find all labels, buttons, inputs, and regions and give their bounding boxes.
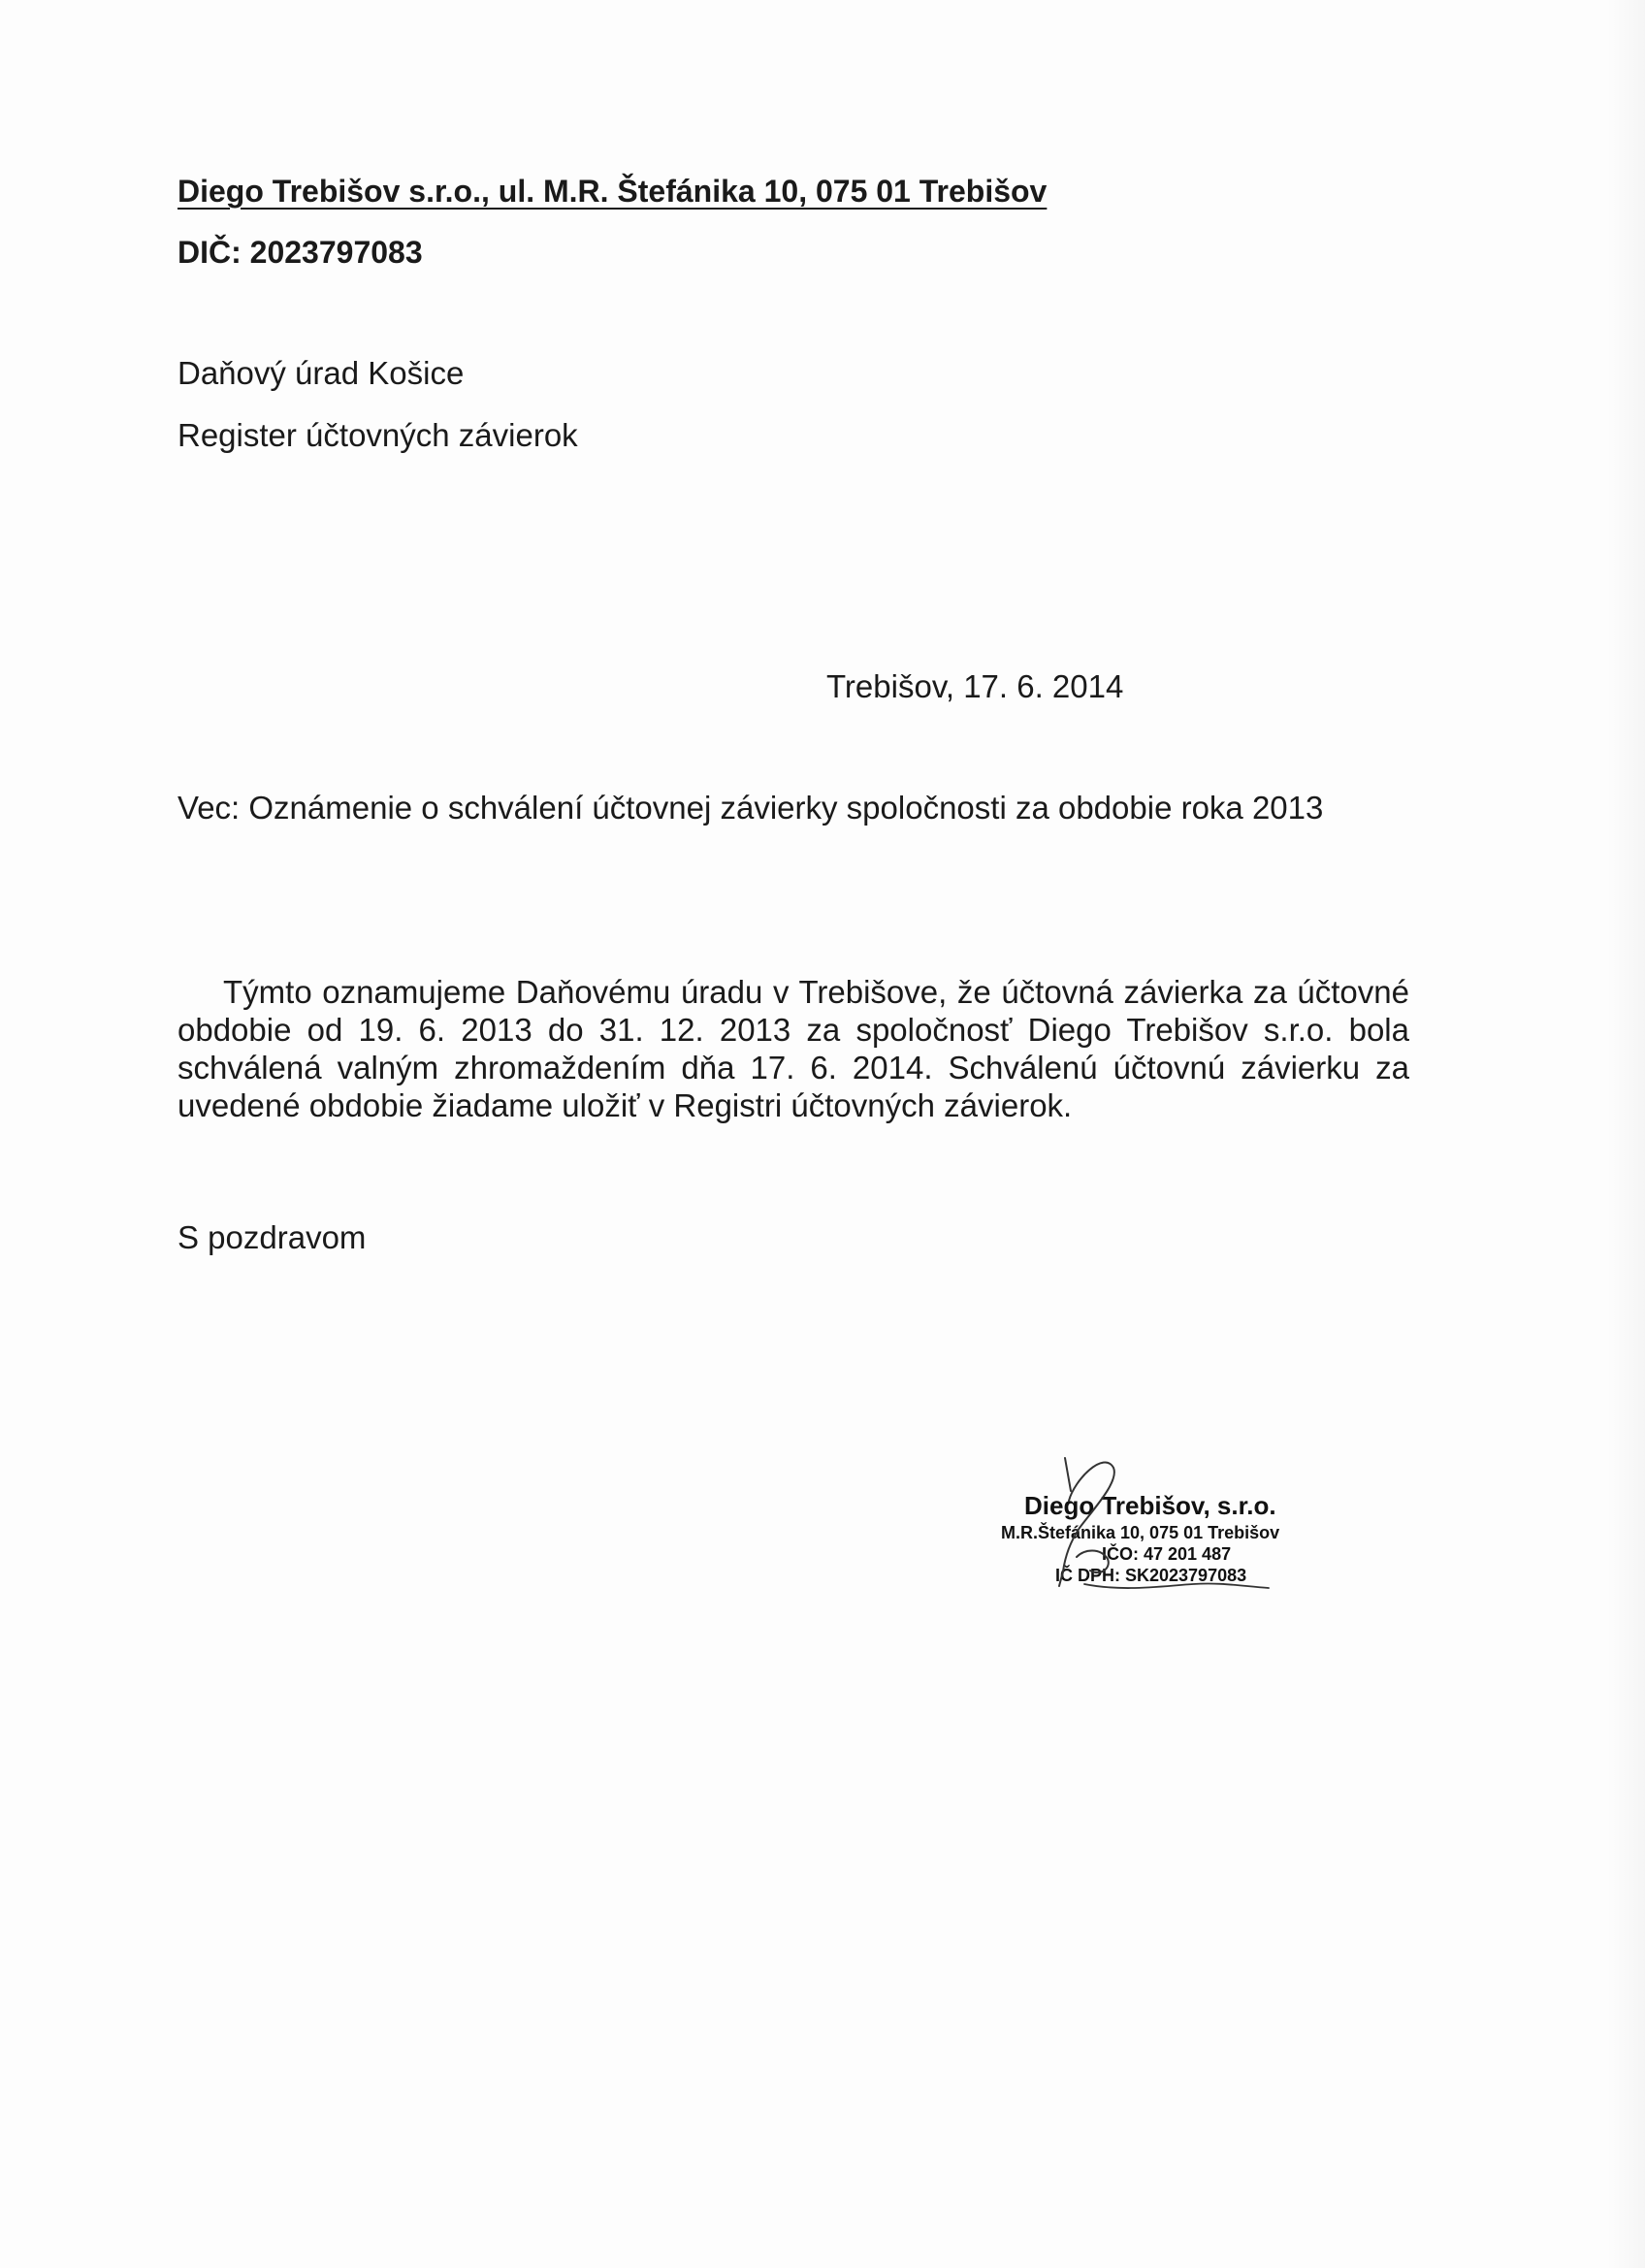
company-address-header: Diego Trebišov s.r.o., ul. M.R. Štefánika 10, 075 01 Trebišov (177, 174, 1048, 209)
stamp-icdph: IČ DPH: SK2023797083 (1055, 1566, 1247, 1585)
stamp-ico: IČO: 47 201 487 (1102, 1544, 1232, 1564)
recipient-department: Register účtovných závierok (177, 417, 578, 453)
scan-edge-shadow (1606, 0, 1645, 2268)
body-paragraph: Týmto oznamujeme Daňovému úradu v Trebišove, že účtovná závierka za účtovné obdobie od 19. 6. 2013 do 31. 12. 2013 za spoločnosť Diego Trebišov s.r.o. bola schválená valným zhromaždením dňa 17. 6. 2014. Schválenú účtovnú závierku za uvedené obdobie žiadame uložiť v Registri účtovných závierok. (177, 974, 1409, 1123)
closing-greeting: S pozdravom (177, 1219, 367, 1255)
stamp-address: M.R.Štefánika 10, 075 01 Trebišov (1001, 1523, 1280, 1542)
place-date: Trebišov, 17. 6. 2014 (826, 668, 1124, 704)
company-stamp (987, 1450, 1375, 1605)
subject-line: Vec: Oznámenie o schválení účtovnej závierky spoločnosti za obdobie roka 2013 (177, 790, 1324, 826)
recipient-office: Daňový úrad Košice (177, 355, 465, 391)
stamp-company-name: Diego Trebišov, s.r.o. (1024, 1491, 1276, 1520)
tax-id-line: DIČ: 2023797083 (177, 235, 423, 270)
